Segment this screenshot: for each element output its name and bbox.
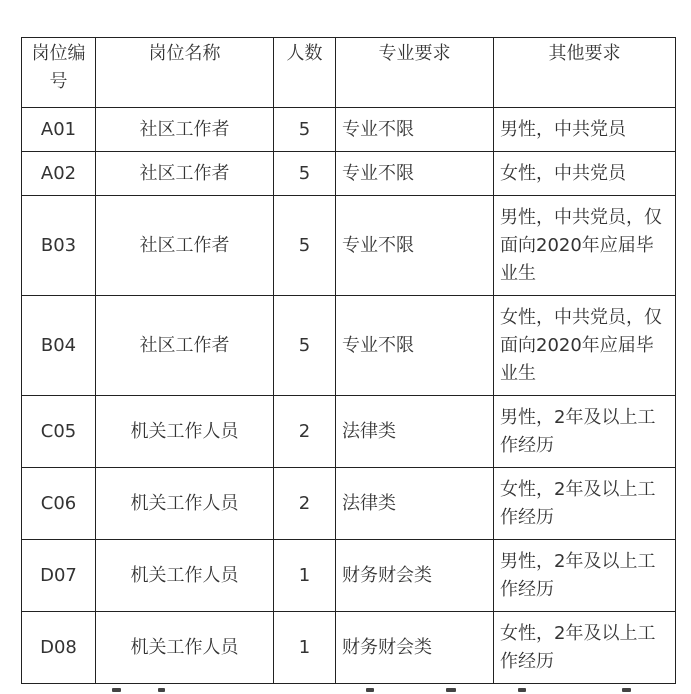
position-name-cell: 社区工作者	[96, 152, 274, 196]
position-code-cell: B04	[22, 296, 96, 396]
position-name-cell: 社区工作者	[96, 296, 274, 396]
major-requirement-cell: 专业不限	[336, 196, 494, 296]
table-row	[22, 296, 676, 396]
position-code-cell: C05	[22, 396, 96, 468]
position-name-cell: 机关工作人员	[96, 540, 274, 612]
headcount-cell: 1	[274, 540, 336, 612]
other-requirement-cell: 男性，2年及以上工作经历	[494, 540, 676, 612]
table-row	[22, 612, 676, 684]
other-requirement-cell: 男性，2年及以上工作经历	[494, 396, 676, 468]
major-requirement-cell: 专业不限	[336, 152, 494, 196]
header-headcount: 人数	[274, 38, 336, 108]
header-position-code: 岗位编号	[22, 38, 96, 108]
headcount-cell: 5	[274, 108, 336, 152]
position-code-cell: C06	[22, 468, 96, 540]
headcount-cell: 2	[274, 396, 336, 468]
other-requirement-cell: 男性，中共党员，仅面向2020年应届毕业生	[494, 196, 676, 296]
other-requirement-cell: 女性，2年及以上工作经历	[494, 468, 676, 540]
table-row	[22, 468, 676, 540]
position-code-cell: D08	[22, 612, 96, 684]
major-requirement-cell: 专业不限	[336, 108, 494, 152]
position-name-cell: 社区工作者	[96, 196, 274, 296]
job-positions-table	[21, 37, 676, 684]
other-requirement-cell: 女性，2年及以上工作经历	[494, 612, 676, 684]
position-name-cell: 社区工作者	[96, 108, 274, 152]
major-requirement-cell: 法律类	[336, 468, 494, 540]
position-code-cell: A01	[22, 108, 96, 152]
position-code-cell: A02	[22, 152, 96, 196]
table-row	[22, 396, 676, 468]
major-requirement-cell: 财务财会类	[336, 612, 494, 684]
position-code-cell: B03	[22, 196, 96, 296]
other-requirement-cell: 女性，中共党员，仅面向2020年应届毕业生	[494, 296, 676, 396]
position-code-cell: D07	[22, 540, 96, 612]
headcount-cell: 5	[274, 196, 336, 296]
other-requirement-cell: 男性，中共党员	[494, 108, 676, 152]
major-requirement-cell: 财务财会类	[336, 540, 494, 612]
position-name-cell: 机关工作人员	[96, 612, 274, 684]
headcount-cell: 5	[274, 152, 336, 196]
cut-off-text-line	[0, 684, 691, 694]
table-row	[22, 108, 676, 152]
table-row	[22, 540, 676, 612]
position-name-cell: 机关工作人员	[96, 468, 274, 540]
header-other-requirement: 其他要求	[494, 38, 676, 108]
header-major-requirement: 专业要求	[336, 38, 494, 108]
position-name-cell: 机关工作人员	[96, 396, 274, 468]
table-row	[22, 152, 676, 196]
headcount-cell: 2	[274, 468, 336, 540]
headcount-cell: 1	[274, 612, 336, 684]
table-header-row	[22, 38, 676, 108]
header-position-name: 岗位名称	[96, 38, 274, 108]
major-requirement-cell: 专业不限	[336, 296, 494, 396]
headcount-cell: 5	[274, 296, 336, 396]
major-requirement-cell: 法律类	[336, 396, 494, 468]
other-requirement-cell: 女性，中共党员	[494, 152, 676, 196]
table-row	[22, 196, 676, 296]
